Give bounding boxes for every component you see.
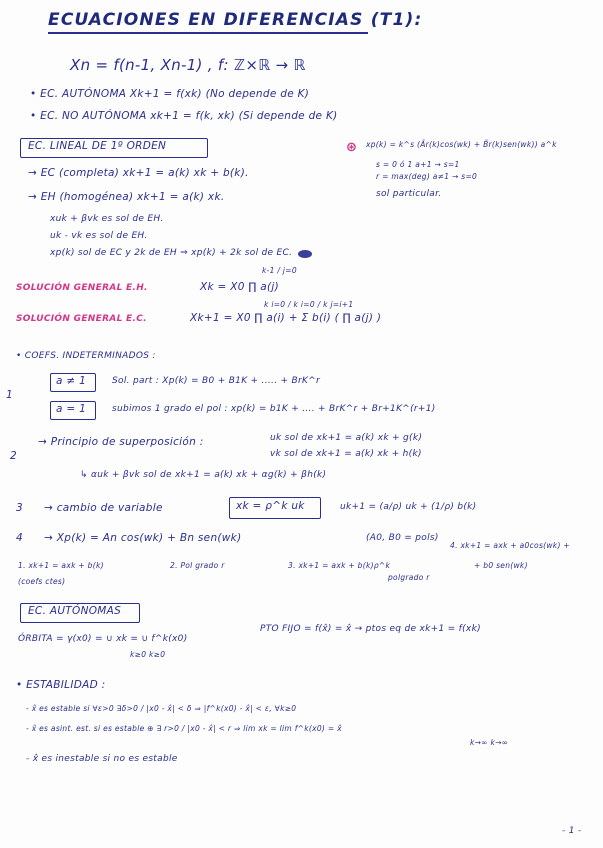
example-3b: polgrado r <box>388 573 430 582</box>
example-1: 1. xk+1 = axk + b(k) <box>18 561 104 570</box>
cambio-box-text: xk = ρ^k uk <box>236 500 305 512</box>
case-a-ne1-text: Sol. part : Xp(k) = B0 + B1K + ..... + BrK^r <box>112 376 321 386</box>
coefs-ctes-note: (coefs ctes) <box>18 577 66 586</box>
case-number-3: 3 <box>16 502 23 514</box>
scribble-mark <box>298 250 312 258</box>
example-3: 3. xk+1 = axk + b(k)ρ^k <box>288 561 391 570</box>
right-note-3: r = max(deg) a≠1 → s=0 <box>376 172 478 181</box>
title-underline <box>48 32 368 34</box>
superposicion-1: uk sol de xk+1 = a(k) xk + g(k) <box>270 433 423 443</box>
example-4b: + b0 sen(wk) <box>474 561 528 570</box>
ec-completa: → EC (completa) xk+1 = a(k) xk + b(k). <box>28 167 249 179</box>
example-2: 2. Pol grado r <box>170 561 225 570</box>
estabilidad-1: - x̂ es estable si ∀ε>0 ∃δ>0 / |x0 - x̂| < δ ⇒ |f^k(x0) - x̂| < ε, ∀k≥0 <box>26 704 297 713</box>
superposicion-3: ↳ αuk + βvk sol de xk+1 = a(k) xk + αg(k) + βh(k) <box>80 470 327 480</box>
case-a-ne1: a ≠ 1 <box>56 375 87 387</box>
eh-homogenea: → EH (homogénea) xk+1 = a(k) xk. <box>28 191 225 203</box>
sol-general-eh-formula: Xk = X0 ∏ a(j) <box>200 281 279 293</box>
pto-fijo-line: PTO FIJO = f(x̂) = x̂ → ptos eq de xk+1 = f(xk) <box>260 624 481 634</box>
autonomas-label: EC. AUTÓNOMAS <box>28 605 122 617</box>
eh-property-1: xuk + βvk es sol de EH. <box>50 214 164 224</box>
case-a-eq1-text: subimos 1 grado el pol : xp(k) = b1K + .... + BrK^r + Br+1K^(r+1) <box>112 404 436 414</box>
estabilidad-label: • ESTABILIDAD : <box>16 679 106 691</box>
sol-general-eh-label: SOLUCIÓN GENERAL E.H. <box>16 283 148 293</box>
example-4: 4. xk+1 = axk + a0cos(wk) + <box>450 541 570 550</box>
estabilidad-2-subscripts: k→∞ k→∞ <box>470 738 509 747</box>
autonoma-line: • EC. AUTÓNOMA Xk+1 = f(xk) (No depende de K) <box>30 88 310 100</box>
estabilidad-3: - x̂ es inestable si no es estable <box>26 754 178 764</box>
case-number-4: 4 <box>16 532 23 544</box>
case-a-eq1: a = 1 <box>56 403 87 415</box>
circled-star: ⊛ <box>346 140 358 155</box>
definition-equation: Xn = f(n-1, Xn-1) , f: ℤ×ℝ → ℝ <box>70 56 306 74</box>
coefs-label: • COEFS. INDETERMINADOS : <box>16 351 156 361</box>
lineal-label: EC. LINEAL DE 1º ORDEN <box>28 140 167 152</box>
superposicion-label: → Principio de superposición : <box>38 436 204 448</box>
sol-general-eh-limits: k-1 / j=0 <box>262 266 297 275</box>
eh-property-3: xp(k) sol de EC y 2k de EH ⇒ xp(k) + 2k sol de EC. <box>50 248 293 258</box>
right-note-1: xp(k) = k^s (Ãr(k)cos(wk) + B̃r(k)sen(wk)) a^k <box>366 140 557 149</box>
item4-formula: → Xp(k) = An cos(wk) + Bn sen(wk) <box>44 532 242 544</box>
right-note-2: s = 0 ó 1 a+1 → s=1 <box>376 160 460 169</box>
estabilidad-2: - x̂ es asint. est. si es estable ⊕ ∃ r>0 / |x0 - x̂| < r ⇒ lim xk = lim f^k(x0) = x̂ <box>26 724 342 733</box>
cambio-result: uk+1 = (a/ρ) uk + (1/ρ) b(k) <box>340 502 477 512</box>
case-number-1: 1 <box>6 389 13 401</box>
eh-property-2: uk - vk es sol de EH. <box>50 231 148 241</box>
sol-general-ec-formula: Xk+1 = X0 ∏ a(i) + Σ b(i) ( ∏ a(j) ) <box>190 312 382 324</box>
sol-general-ec-label: SOLUCIÓN GENERAL E.C. <box>16 314 147 324</box>
no-autonoma-line: • EC. NO AUTÓNOMA xk+1 = f(k, xk) (Si depende de K) <box>30 110 338 122</box>
orbita-line: ÓRBITA = γ(x0) = ∪ xk = ∪ f^k(x0) <box>18 634 188 644</box>
item4-note: (A0, B0 = pols) <box>366 533 439 543</box>
orbita-subscripts: k≥0 k≥0 <box>130 650 166 659</box>
cambio-variable-label: → cambio de variable <box>44 502 163 514</box>
superposicion-2: vk sol de xk+1 = a(k) xk + h(k) <box>270 449 422 459</box>
right-note-4: sol particular. <box>376 189 442 199</box>
case-number-2: 2 <box>10 450 17 462</box>
sol-general-ec-limits: k i=0 / k i=0 / k j=i+1 <box>264 300 354 309</box>
page-number: - 1 - <box>562 826 582 836</box>
page-title: ECUACIONES EN DIFERENCIAS (T1): <box>48 10 423 30</box>
